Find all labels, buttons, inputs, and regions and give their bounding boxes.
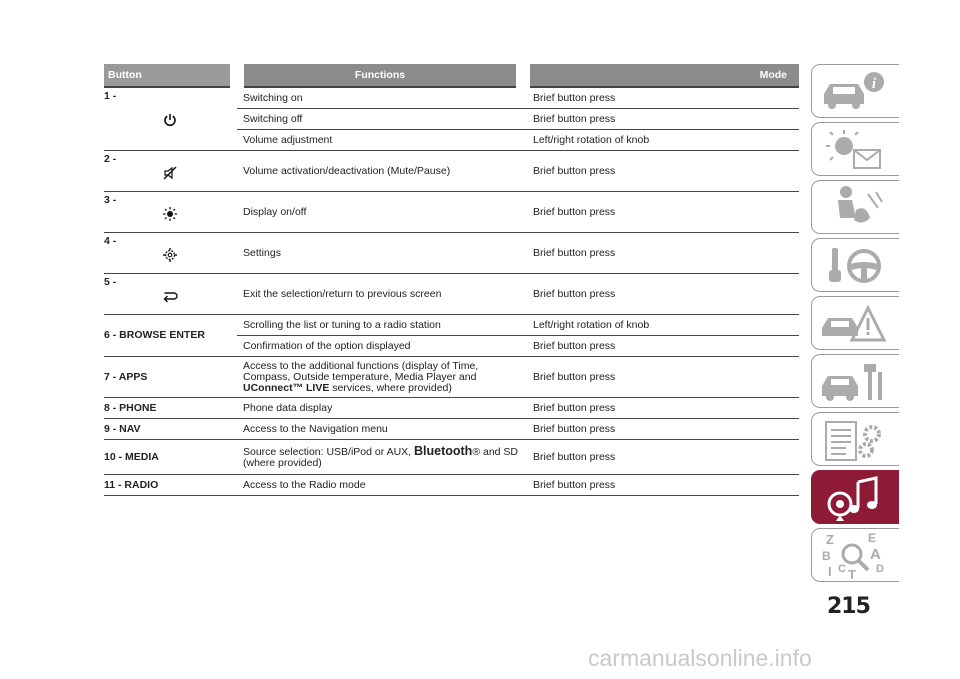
mode-text: Brief button press	[523, 398, 799, 419]
index-letter: E	[868, 532, 877, 545]
car-maintenance-icon	[818, 358, 890, 406]
warning-light-message-icon	[818, 126, 890, 174]
technical-data-icon	[818, 416, 890, 464]
button-label: 6 - BROWSE ENTER	[104, 329, 205, 341]
function-text: Phone data display	[237, 398, 523, 419]
mode-text: Brief button press	[523, 109, 799, 130]
button-cell	[104, 192, 237, 233]
header-button: Button	[104, 64, 237, 87]
index-letter: D	[876, 563, 884, 575]
button-cell	[104, 475, 237, 496]
function-text: Volume adjustment	[237, 130, 523, 151]
table-row	[104, 475, 799, 496]
car-info-icon	[818, 68, 890, 116]
mode-text: Brief button press	[523, 87, 799, 109]
mode-text: Brief button press	[523, 192, 799, 233]
mode-text: Brief button press	[523, 274, 799, 315]
table-row	[104, 274, 799, 315]
function-text: Volume activation/deactivation (Mute/Pause)	[237, 151, 523, 192]
table-row	[104, 419, 799, 440]
mode-text: Left/right rotation of knob	[523, 315, 799, 336]
multimedia-icon	[818, 474, 890, 522]
function-text	[237, 440, 523, 475]
car-breakdown-warning-icon	[818, 300, 890, 348]
back-arrow-icon	[162, 288, 178, 304]
index-letter: A	[870, 546, 881, 563]
function-text: Settings	[237, 233, 523, 274]
svg-text:i: i	[871, 76, 877, 92]
mode-text: Brief button press	[523, 440, 799, 475]
button-cell	[104, 419, 237, 440]
button-label: 2 -	[104, 153, 117, 165]
button-label: 10 - MEDIA	[104, 450, 159, 463]
table-row	[104, 233, 799, 274]
function-text: Access to the Radio mode	[237, 475, 523, 496]
table-row	[104, 151, 799, 192]
button-cell	[104, 233, 237, 274]
function-text-part: Source selection: USB/iPod or AUX,	[243, 445, 414, 458]
function-text-part: services, where provided)	[329, 381, 452, 394]
tab-index[interactable]	[811, 528, 899, 582]
index-letter: C	[838, 563, 846, 575]
watermark: carmanualsonline.info	[588, 645, 812, 671]
index-letter: T	[848, 567, 856, 580]
function-text: Confirmation of the option displayed	[237, 336, 523, 357]
button-label: 9 - NAV	[104, 422, 141, 435]
mode-text: Brief button press	[523, 475, 799, 496]
button-label: 7 - APPS	[104, 370, 148, 383]
mode-text: Left/right rotation of knob	[523, 130, 799, 151]
mode-text: Brief button press	[523, 233, 799, 274]
tab-starting-driving[interactable]	[811, 238, 899, 292]
airbag-safety-icon	[818, 184, 890, 232]
function-text: Switching on	[237, 87, 523, 109]
tab-safety[interactable]	[811, 180, 899, 234]
index-icon	[818, 532, 890, 580]
index-letter: B	[822, 549, 831, 563]
bluetooth-label: Bluetooth	[414, 443, 473, 458]
button-functions-table	[104, 64, 799, 496]
header-mode: Mode	[523, 64, 799, 87]
mode-text: Brief button press	[523, 151, 799, 192]
button-label: 3 -	[104, 194, 117, 206]
header-functions: Functions	[237, 64, 523, 87]
page-number: 215	[827, 594, 870, 619]
button-cell	[104, 315, 237, 357]
button-label: 5 -	[104, 276, 117, 288]
table-row	[104, 315, 799, 336]
table-row	[104, 440, 799, 475]
function-text-part: Access to the additional functions (display of Time, Compass, Outside temperature, Media Player and	[243, 359, 479, 383]
tab-warning-lights[interactable]	[811, 122, 899, 176]
button-label: 11 - RADIO	[104, 478, 159, 491]
power-icon	[162, 112, 178, 128]
tab-maintenance[interactable]	[811, 354, 899, 408]
tab-emergency[interactable]	[811, 296, 899, 350]
table-row	[104, 192, 799, 233]
mode-text: Brief button press	[523, 336, 799, 357]
button-cell	[104, 440, 237, 475]
display-icon	[162, 206, 178, 222]
function-text: Switching off	[237, 109, 523, 130]
function-text	[237, 357, 523, 398]
function-text-part: ® and SD (where provided)	[243, 445, 519, 469]
function-text: Display on/off	[237, 192, 523, 233]
table-header-row	[104, 64, 799, 87]
key-steering-wheel-icon	[818, 242, 890, 290]
tab-multimedia[interactable]	[811, 470, 899, 524]
table-row	[104, 398, 799, 419]
button-cell	[104, 87, 237, 151]
button-cell	[104, 274, 237, 315]
tab-car-info[interactable]	[811, 64, 899, 118]
button-label: 1 -	[104, 90, 117, 102]
function-text: Exit the selection/return to previous screen	[237, 274, 523, 315]
uconnect-live-label: UConnect™ LIVE	[243, 381, 330, 394]
table-row	[104, 87, 799, 109]
button-cell	[104, 151, 237, 192]
button-label: 4 -	[104, 235, 117, 247]
mute-icon	[162, 165, 178, 181]
index-letter: I	[828, 564, 832, 579]
settings-icon	[162, 247, 178, 263]
tab-technical-data[interactable]	[811, 412, 899, 466]
button-cell	[104, 357, 237, 398]
table-row	[104, 357, 799, 398]
index-letter: Z	[826, 532, 834, 547]
mode-text: Brief button press	[523, 419, 799, 440]
function-text: Access to the Navigation menu	[237, 419, 523, 440]
button-label: 8 - PHONE	[104, 401, 157, 414]
mode-text: Brief button press	[523, 357, 799, 398]
function-text: Scrolling the list or tuning to a radio station	[237, 315, 523, 336]
button-cell	[104, 398, 237, 419]
